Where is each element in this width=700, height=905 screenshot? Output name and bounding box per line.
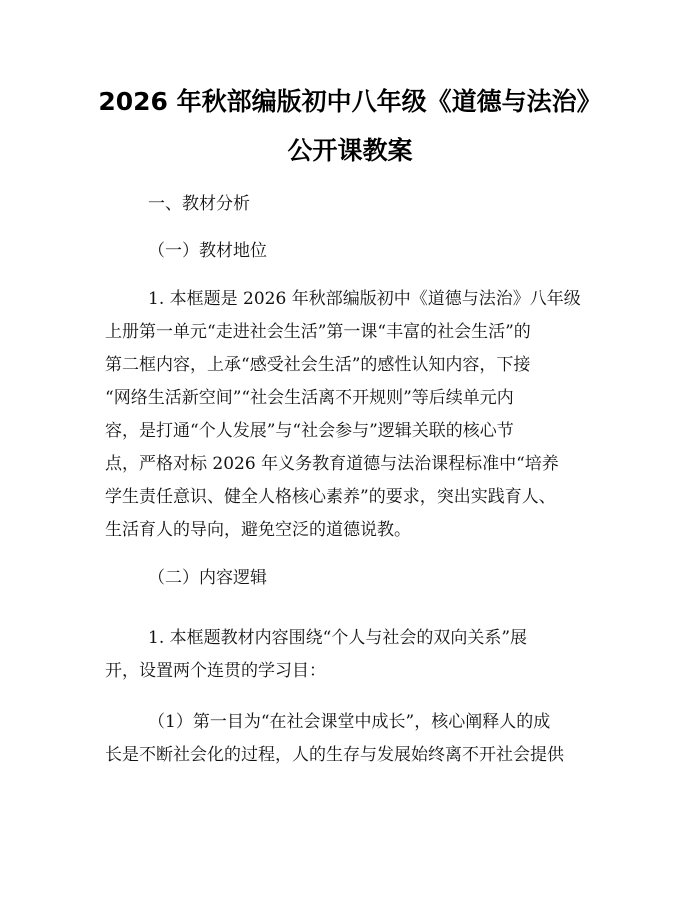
paragraph-3-line: 长是不断社会化的过程，人的生存与发展始终离不开社会提供 xyxy=(105,745,564,765)
subsection-heading-position: （一）教材地位 xyxy=(148,241,267,261)
paragraph-1-line: 容，是打通“个人发展”与“社会参与”逻辑关联的核心节 xyxy=(105,421,514,441)
document-title-line-2: 公开课教案 xyxy=(287,136,413,165)
paragraph-2-line: 开，设置两个连贯的学习目： xyxy=(105,661,326,681)
section-heading-analysis: 一、教材分析 xyxy=(148,194,250,214)
subsection-heading-logic: （二）内容逻辑 xyxy=(148,568,267,588)
paragraph-3-line: （1）第一目为“在社会课堂中成长”，核心阐释人的成 xyxy=(148,712,551,732)
paragraph-2-line: 1. 本框题教材内容围绕“个人与社会的双向关系”展 xyxy=(148,628,528,648)
paragraph-1-line: 学生责任意识、健全人格核心素养”的要求，突出实践育人、 xyxy=(105,487,556,507)
paragraph-1-line: 生活育人的导向，避免空泛的道德说教。 xyxy=(105,520,411,540)
paragraph-1-line: 1. 本框题是 2026 年秋部编版初中《道德与法治》八年级 xyxy=(148,289,581,309)
paragraph-1-line: “网络生活新空间”“社会生活离不开规则”等后续单元内 xyxy=(105,388,514,408)
paragraph-1-line: 上册第一单元“走进社会生活”第一课“丰富的社会生活”的 xyxy=(105,322,531,342)
document-title-line-1: 2026 年秋部编版初中八年级《道德与法治》 xyxy=(98,87,602,116)
paragraph-1-line: 第二框内容，上承“感受社会生活”的感性认知内容，下接 xyxy=(105,355,531,375)
paragraph-1-line: 点，严格对标 2026 年义务教育道德与法治课程标准中“培养 xyxy=(105,454,559,474)
